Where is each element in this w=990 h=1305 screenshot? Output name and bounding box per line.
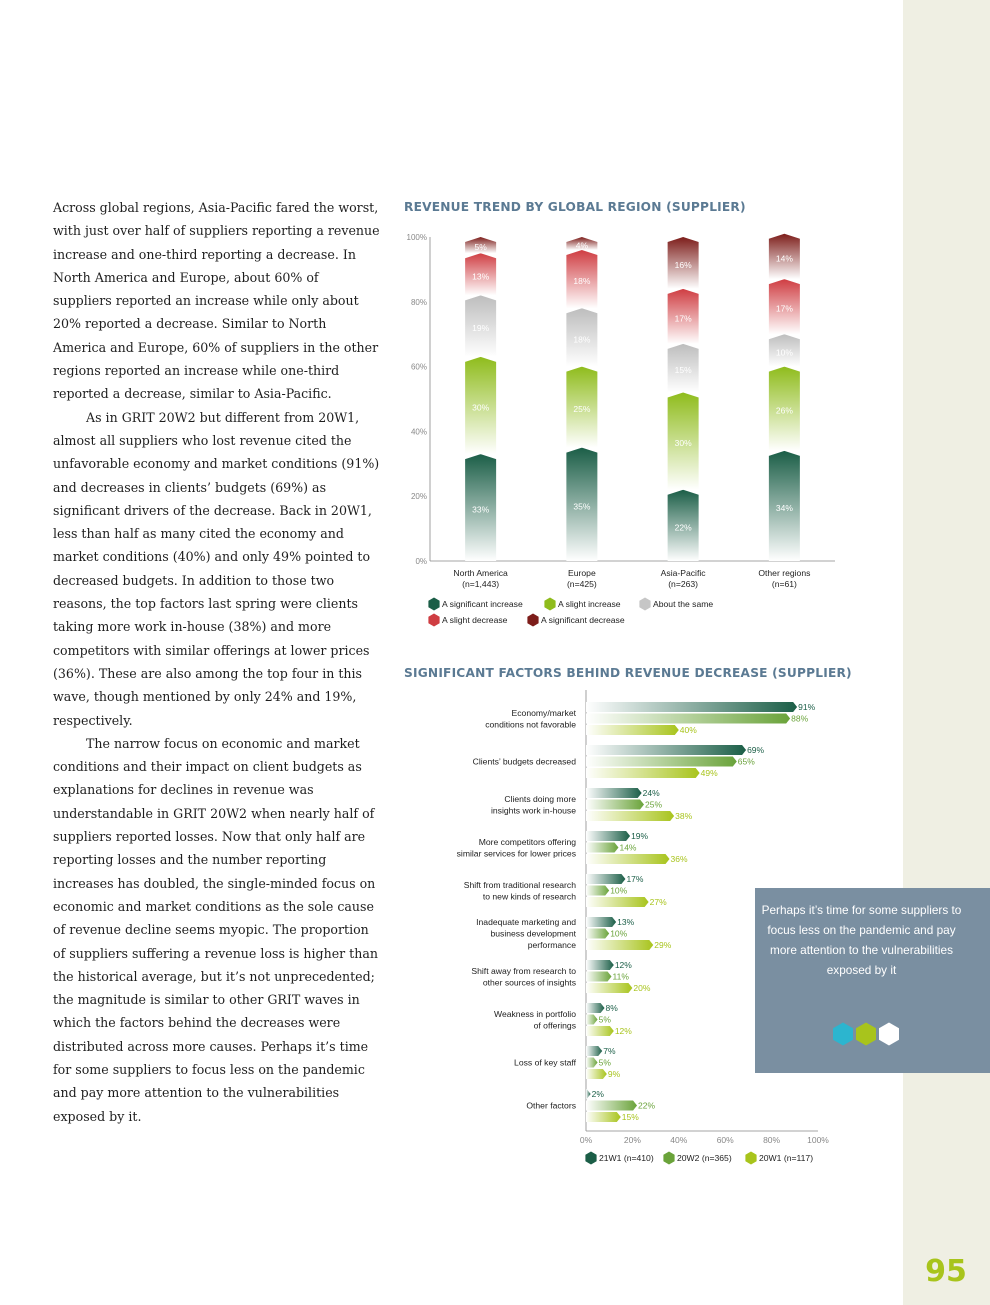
bar-21w1-n-410 bbox=[586, 1046, 602, 1056]
data-label: 69% bbox=[747, 745, 765, 755]
bar-20w2-n-365 bbox=[586, 1101, 637, 1111]
bar-20w2-n-365 bbox=[586, 714, 790, 724]
data-label: 10% bbox=[610, 885, 628, 896]
hexagon-decoration-icon bbox=[831, 1021, 901, 1047]
x-tick-label: North America bbox=[453, 568, 508, 578]
y-tick-label: similar services for lower prices bbox=[456, 848, 576, 859]
x-tick-label: Asia-Pacific bbox=[660, 568, 706, 578]
data-label: 25% bbox=[573, 404, 591, 415]
data-label: 10% bbox=[775, 347, 793, 358]
y-tick-label: business development bbox=[490, 928, 576, 939]
data-label: 9% bbox=[607, 1069, 621, 1079]
legend-hex-20w1-n-117 bbox=[745, 1152, 756, 1165]
y-tick-label: 0% bbox=[415, 557, 427, 566]
y-tick-label: Shift from traditional research bbox=[463, 879, 576, 890]
y-tick-label: 60% bbox=[410, 362, 427, 372]
x-tick-label: 0% bbox=[579, 1135, 593, 1145]
data-label: 91% bbox=[798, 702, 816, 712]
y-tick-label: performance bbox=[527, 940, 576, 950]
data-label: 34% bbox=[775, 502, 793, 513]
data-label: 24% bbox=[642, 788, 660, 798]
bar-21w1-n-410 bbox=[586, 874, 625, 884]
y-tick-label: Loss of key staff bbox=[514, 1057, 576, 1068]
bar-20w1-n-117 bbox=[586, 1026, 614, 1036]
data-label: 65% bbox=[737, 756, 755, 767]
data-label: 12% bbox=[614, 1026, 632, 1036]
y-tick-label: 20% bbox=[410, 492, 427, 502]
bar-20w1-n-117 bbox=[586, 897, 649, 907]
chart-2-title: SIGNIFICANT FACTORS BEHIND REVENUE DECREASE (SUPPLIER) bbox=[404, 666, 852, 680]
x-tick-label: 60% bbox=[716, 1135, 734, 1145]
bar-20w1-n-117 bbox=[586, 854, 670, 864]
x-tick-label: 40% bbox=[670, 1135, 688, 1145]
callout-hex-icon bbox=[879, 1023, 899, 1046]
callout-text: Perhaps it’s time for some suppliers to focus less on the pandemic and pay more attention to the vulnerabilities exposed by it bbox=[761, 903, 962, 977]
legend-label: A slight increase bbox=[558, 599, 621, 609]
y-tick-label: Weakness in portfolio bbox=[493, 1008, 576, 1019]
data-label: 19% bbox=[472, 323, 490, 334]
legend-hex-20w2-n-365 bbox=[663, 1152, 674, 1165]
y-tick-label: insights work in-house bbox=[490, 805, 576, 816]
x-tick-label: 20% bbox=[623, 1135, 641, 1145]
data-label: 29% bbox=[654, 940, 672, 950]
bar-20w1-n-117 bbox=[586, 940, 653, 950]
bar-20w1-n-117 bbox=[586, 725, 679, 735]
callout-hex-icon bbox=[856, 1023, 876, 1046]
data-label: 40% bbox=[679, 725, 697, 735]
bar-21w1-n-410 bbox=[586, 702, 797, 712]
data-label: 17% bbox=[674, 313, 692, 324]
legend-hex-a-slight-decrease bbox=[428, 614, 439, 627]
y-tick-label: Shift away from research to bbox=[471, 965, 576, 976]
legend-hex-a-slight-increase bbox=[544, 598, 555, 611]
data-label: 25% bbox=[645, 799, 663, 810]
data-label: 14% bbox=[619, 842, 637, 853]
bar-21w1-n-410 bbox=[586, 788, 642, 798]
data-label: 5% bbox=[474, 242, 487, 253]
y-tick-label: Economy/market bbox=[511, 707, 576, 718]
bar-20w2-n-365 bbox=[586, 757, 737, 767]
legend-label: About the same bbox=[653, 599, 714, 609]
data-label: 38% bbox=[675, 811, 693, 821]
data-label: 19% bbox=[631, 831, 649, 841]
bar-20w2-n-365 bbox=[586, 972, 612, 982]
x-tick-label: (n=61) bbox=[771, 579, 797, 589]
bar-20w1-n-117 bbox=[586, 1069, 607, 1079]
paragraph-3: The narrow focus on economic and market conditions and their impact on client budgets as explanations for declines in revenue was understandable in GRIT 20W2 when nearly half of suppliers reported losses. Now that only half are reporting losses and the number reporting increases has doubled, the single-minded focus on economic and market conditions as the sole cause of revenue decline seems myopic. The proportion of suppliers suffering a revenue loss is higher than the historical average, but it’s not unprecedented; the magnitude is similar to other GRIT waves in which the factors behind the decreases were distributed across more causes. Perhaps it’s time for some suppliers to focus less on the pandemic and pay more attention to the vulnerabilities exposed by it. bbox=[53, 735, 378, 1124]
data-label: 36% bbox=[670, 854, 688, 864]
data-label: 14% bbox=[775, 253, 793, 264]
data-label: 35% bbox=[573, 501, 591, 512]
bar-21w1-n-410 bbox=[586, 831, 630, 841]
revenue-trend-chart bbox=[407, 233, 835, 627]
legend-label: 20W1 (n=117) bbox=[759, 1153, 814, 1163]
y-tick-label: 40% bbox=[410, 427, 427, 437]
y-tick-label: 80% bbox=[410, 297, 427, 307]
y-tick-label: of offerings bbox=[533, 1020, 576, 1031]
legend-label: 20W2 (n=365) bbox=[677, 1153, 732, 1163]
paragraph-1: Across global regions, Asia-Pacific fared the worst, with just over half of suppliers reporting a revenue increase and one-third reporting a decrease. In North America and Europe, about 60% of suppliers reported an increase while only about 20% reported a decrease. Similar to North America and Europe, 60% of suppliers in the other regions reported an increase while one-third reported a decrease, similar to Asia-Pacific. bbox=[53, 200, 380, 402]
data-label: 18% bbox=[573, 334, 591, 345]
data-label: 18% bbox=[573, 276, 591, 287]
data-label: 16% bbox=[674, 259, 692, 270]
bar-20w2-n-365 bbox=[586, 886, 609, 896]
data-label: 15% bbox=[674, 365, 692, 376]
y-tick-label: to new kinds of research bbox=[482, 891, 576, 902]
data-label: 22% bbox=[638, 1100, 656, 1111]
y-tick-label: Other factors bbox=[526, 1100, 576, 1111]
x-tick-label: Europe bbox=[568, 568, 596, 578]
callout-box bbox=[755, 888, 990, 1073]
data-label: 7% bbox=[603, 1046, 616, 1056]
bar-20w1-n-117 bbox=[586, 983, 632, 993]
x-tick-label: 80% bbox=[763, 1135, 781, 1145]
data-label: 88% bbox=[791, 713, 809, 724]
bar-21w1-n-410 bbox=[586, 917, 616, 927]
x-tick-label: Other regions bbox=[758, 568, 811, 578]
x-tick-label: 100% bbox=[807, 1135, 829, 1145]
data-label: 30% bbox=[472, 402, 490, 413]
legend-hex-about-the-same bbox=[639, 598, 650, 611]
x-tick-label: (n=1,443) bbox=[462, 579, 500, 589]
data-label: 49% bbox=[700, 768, 718, 778]
y-tick-label: 100% bbox=[406, 233, 427, 242]
legend-hex-a-significant-decrease bbox=[527, 614, 538, 627]
legend-label: A significant increase bbox=[442, 599, 523, 609]
data-label: 8% bbox=[605, 1003, 618, 1013]
data-label: 5% bbox=[598, 1014, 611, 1025]
data-label: 30% bbox=[674, 438, 692, 449]
y-tick-label: Inadequate marketing and bbox=[476, 917, 576, 927]
data-label: 17% bbox=[775, 303, 793, 314]
data-label: 33% bbox=[472, 504, 490, 515]
data-label: 2% bbox=[591, 1089, 604, 1099]
y-tick-label: Clients’ budgets decreased bbox=[472, 756, 576, 767]
data-label: 13% bbox=[617, 917, 635, 927]
data-label: 12% bbox=[614, 960, 632, 970]
y-tick-label: other sources of insights bbox=[482, 977, 576, 988]
bar-20w1-n-117 bbox=[586, 811, 674, 821]
data-label: 22% bbox=[674, 522, 692, 533]
data-label: 5% bbox=[598, 1057, 611, 1068]
legend-hex-21w1-n-410 bbox=[585, 1152, 596, 1165]
y-tick-label: More competitors offering bbox=[478, 836, 576, 847]
data-label: 15% bbox=[621, 1112, 639, 1122]
paragraph-2: As in GRIT 20W2 but different from 20W1, almost all suppliers who lost revenue cited the unfavorable economy and market conditions (91%) and decreases in clients’ budgets (69%) as significant drivers of the decrease. Back in 20W1, less than half as many cited the economy and market conditions (40%) and only 49% pointed to decreased budgets. In addition to those two reasons, the top factors last spring were clients taking more work in-house (38%) and more competitors with similar offerings at lower prices (36%). These are also among the top four in this wave, though mentioned by only 24% and 19%, respectively. bbox=[53, 409, 380, 728]
bar-20w2-n-365 bbox=[586, 1058, 598, 1068]
data-label: 26% bbox=[775, 405, 793, 416]
x-tick-label: (n=263) bbox=[668, 579, 699, 589]
data-label: 17% bbox=[626, 874, 644, 884]
bar-20w1-n-117 bbox=[586, 1112, 621, 1122]
y-tick-label: Clients doing more bbox=[504, 793, 576, 804]
data-label: 4% bbox=[575, 240, 589, 251]
legend-label: A slight decrease bbox=[442, 615, 508, 625]
data-label: 13% bbox=[472, 271, 490, 282]
x-tick-label: (n=425) bbox=[566, 579, 597, 589]
bar-20w2-n-365 bbox=[586, 1015, 598, 1025]
legend-label: 21W1 (n=410) bbox=[599, 1153, 654, 1163]
legend-label: A significant decrease bbox=[541, 615, 625, 625]
bar-20w1-n-117 bbox=[586, 768, 700, 778]
legend-hex-a-significant-increase bbox=[428, 598, 439, 611]
chart-1-title: REVENUE TREND BY GLOBAL REGION (SUPPLIER) bbox=[404, 200, 746, 214]
bar-20w2-n-365 bbox=[586, 800, 644, 810]
bar-21w1-n-410 bbox=[586, 1089, 591, 1099]
callout-hex-icon bbox=[833, 1023, 853, 1046]
bar-20w2-n-365 bbox=[586, 929, 609, 939]
bar-20w2-n-365 bbox=[586, 843, 618, 853]
page-number: 95 bbox=[925, 1254, 967, 1289]
bar-21w1-n-410 bbox=[586, 1003, 605, 1013]
data-label: 11% bbox=[612, 971, 629, 982]
data-label: 20% bbox=[633, 983, 651, 993]
data-label: 10% bbox=[610, 928, 628, 939]
bar-21w1-n-410 bbox=[586, 960, 614, 970]
data-label: 27% bbox=[649, 897, 667, 907]
bar-21w1-n-410 bbox=[586, 745, 746, 755]
y-tick-label: conditions not favorable bbox=[485, 719, 576, 730]
